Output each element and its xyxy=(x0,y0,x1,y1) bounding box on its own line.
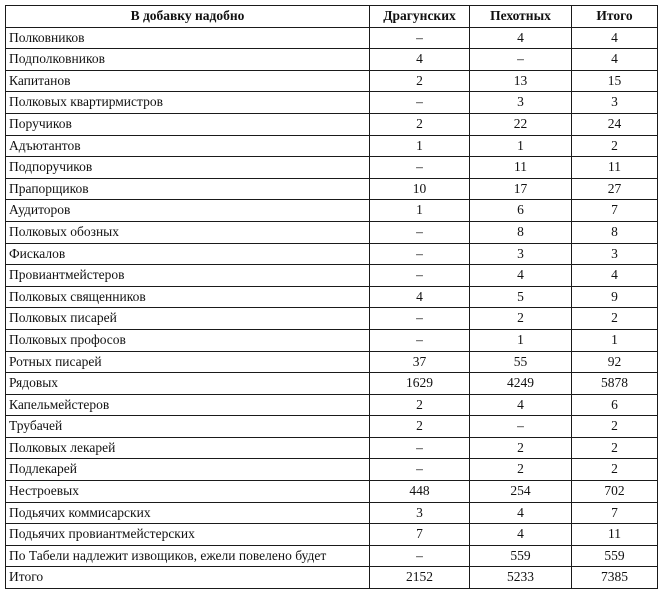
row-label: Полковников xyxy=(6,27,370,49)
dragoons-cell: 4 xyxy=(370,49,470,71)
row-label: Рядовых xyxy=(6,373,370,395)
total-cell: 7385 xyxy=(572,567,658,589)
infantry-cell: 3 xyxy=(470,92,572,114)
dragoons-cell: 3 xyxy=(370,502,470,524)
dragoons-cell: – xyxy=(370,329,470,351)
dragoons-cell: – xyxy=(370,157,470,179)
dragoons-cell: 448 xyxy=(370,481,470,503)
dragoons-cell: 2 xyxy=(370,113,470,135)
row-label: Прапорщиков xyxy=(6,178,370,200)
table-row xyxy=(6,394,658,416)
table-row xyxy=(6,502,658,524)
table-row xyxy=(6,481,658,503)
row-label: Полковых обозных xyxy=(6,221,370,243)
table-row xyxy=(6,416,658,438)
dragoons-cell: – xyxy=(370,243,470,265)
infantry-cell: – xyxy=(470,49,572,71)
dragoons-cell: – xyxy=(370,308,470,330)
table-row xyxy=(6,545,658,567)
row-label: Подьячих коммисарских xyxy=(6,502,370,524)
table-row xyxy=(6,459,658,481)
infantry-cell: 55 xyxy=(470,351,572,373)
table-header xyxy=(6,6,658,28)
total-cell: 24 xyxy=(572,113,658,135)
dragoons-cell: 10 xyxy=(370,178,470,200)
total-cell: 8 xyxy=(572,221,658,243)
row-label: Полковых священников xyxy=(6,286,370,308)
total-cell: 11 xyxy=(572,157,658,179)
row-label: Нестроевых xyxy=(6,481,370,503)
infantry-cell: 3 xyxy=(470,243,572,265)
total-cell: 2 xyxy=(572,437,658,459)
dragoons-cell: 4 xyxy=(370,286,470,308)
total-cell: 559 xyxy=(572,545,658,567)
infantry-cell: 4 xyxy=(470,524,572,546)
infantry-cell: – xyxy=(470,416,572,438)
dragoons-cell: – xyxy=(370,92,470,114)
infantry-cell: 1 xyxy=(470,329,572,351)
row-label: Адъютантов xyxy=(6,135,370,157)
row-label: Капитанов xyxy=(6,70,370,92)
infantry-cell: 22 xyxy=(470,113,572,135)
dragoons-cell: – xyxy=(370,437,470,459)
total-cell: 702 xyxy=(572,481,658,503)
table-row xyxy=(6,135,658,157)
dragoons-cell: 2 xyxy=(370,416,470,438)
total-cell: 4 xyxy=(572,265,658,287)
total-cell: 4 xyxy=(572,27,658,49)
total-cell: 92 xyxy=(572,351,658,373)
row-label: Подполковников xyxy=(6,49,370,71)
table-row xyxy=(6,265,658,287)
infantry-cell: 5233 xyxy=(470,567,572,589)
table-row xyxy=(6,437,658,459)
dragoons-cell: 1 xyxy=(370,200,470,222)
total-cell: 7 xyxy=(572,200,658,222)
total-cell: 2 xyxy=(572,135,658,157)
total-cell: 4 xyxy=(572,49,658,71)
infantry-cell: 4 xyxy=(470,265,572,287)
dragoons-cell: – xyxy=(370,265,470,287)
table-row xyxy=(6,243,658,265)
table-row xyxy=(6,567,658,589)
staffing-table xyxy=(5,5,658,589)
header-total: Итого xyxy=(572,6,658,28)
row-label: Трубачей xyxy=(6,416,370,438)
row-label: Полковых писарей xyxy=(6,308,370,330)
dragoons-cell: – xyxy=(370,545,470,567)
table-row xyxy=(6,178,658,200)
row-label: Полковых лекарей xyxy=(6,437,370,459)
total-cell: 15 xyxy=(572,70,658,92)
document-page xyxy=(5,5,657,589)
infantry-cell: 11 xyxy=(470,157,572,179)
total-cell: 1 xyxy=(572,329,658,351)
row-label: Ротных писарей xyxy=(6,351,370,373)
dragoons-cell: 1629 xyxy=(370,373,470,395)
table-row xyxy=(6,286,658,308)
total-cell: 3 xyxy=(572,243,658,265)
dragoons-cell: 2152 xyxy=(370,567,470,589)
infantry-cell: 8 xyxy=(470,221,572,243)
table-row xyxy=(6,92,658,114)
table-row xyxy=(6,329,658,351)
header-item: В добавку надобно xyxy=(6,6,370,28)
total-cell: 27 xyxy=(572,178,658,200)
table-row xyxy=(6,351,658,373)
infantry-cell: 559 xyxy=(470,545,572,567)
infantry-cell: 2 xyxy=(470,437,572,459)
row-label: Полковых квартирмистров xyxy=(6,92,370,114)
table-row xyxy=(6,373,658,395)
row-label: Капельмейстеров xyxy=(6,394,370,416)
table-row xyxy=(6,200,658,222)
total-cell: 5878 xyxy=(572,373,658,395)
dragoons-cell: – xyxy=(370,221,470,243)
infantry-cell: 4 xyxy=(470,502,572,524)
table-row xyxy=(6,27,658,49)
infantry-cell: 2 xyxy=(470,459,572,481)
dragoons-cell: – xyxy=(370,459,470,481)
infantry-cell: 4 xyxy=(470,394,572,416)
row-label: Фискалов xyxy=(6,243,370,265)
total-cell: 9 xyxy=(572,286,658,308)
infantry-cell: 254 xyxy=(470,481,572,503)
total-cell: 2 xyxy=(572,416,658,438)
table-row xyxy=(6,70,658,92)
header-row xyxy=(6,6,658,28)
dragoons-cell: 7 xyxy=(370,524,470,546)
infantry-cell: 17 xyxy=(470,178,572,200)
total-cell: 2 xyxy=(572,459,658,481)
infantry-cell: 13 xyxy=(470,70,572,92)
total-cell: 2 xyxy=(572,308,658,330)
infantry-cell: 6 xyxy=(470,200,572,222)
row-label: Полковых профосов xyxy=(6,329,370,351)
table-row xyxy=(6,49,658,71)
dragoons-cell: – xyxy=(370,27,470,49)
total-cell: 3 xyxy=(572,92,658,114)
infantry-cell: 1 xyxy=(470,135,572,157)
row-label: По Табели надлежит извощиков, ежели повелено будет xyxy=(6,545,370,567)
total-cell: 11 xyxy=(572,524,658,546)
infantry-cell: 5 xyxy=(470,286,572,308)
row-label: Подпоручиков xyxy=(6,157,370,179)
table-row xyxy=(6,113,658,135)
table-row xyxy=(6,157,658,179)
table-row xyxy=(6,524,658,546)
table-row xyxy=(6,308,658,330)
infantry-cell: 2 xyxy=(470,308,572,330)
table-body xyxy=(6,27,658,588)
header-infantry: Пехотных xyxy=(470,6,572,28)
row-label: Итого xyxy=(6,567,370,589)
header-dragoons: Драгунских xyxy=(370,6,470,28)
dragoons-cell: 2 xyxy=(370,70,470,92)
row-label: Аудиторов xyxy=(6,200,370,222)
dragoons-cell: 1 xyxy=(370,135,470,157)
dragoons-cell: 2 xyxy=(370,394,470,416)
table-row xyxy=(6,221,658,243)
row-label: Поручиков xyxy=(6,113,370,135)
total-cell: 7 xyxy=(572,502,658,524)
total-cell: 6 xyxy=(572,394,658,416)
infantry-cell: 4249 xyxy=(470,373,572,395)
dragoons-cell: 37 xyxy=(370,351,470,373)
row-label: Подьячих провиантмейстерских xyxy=(6,524,370,546)
row-label: Подлекарей xyxy=(6,459,370,481)
infantry-cell: 4 xyxy=(470,27,572,49)
row-label: Провиантмейстеров xyxy=(6,265,370,287)
